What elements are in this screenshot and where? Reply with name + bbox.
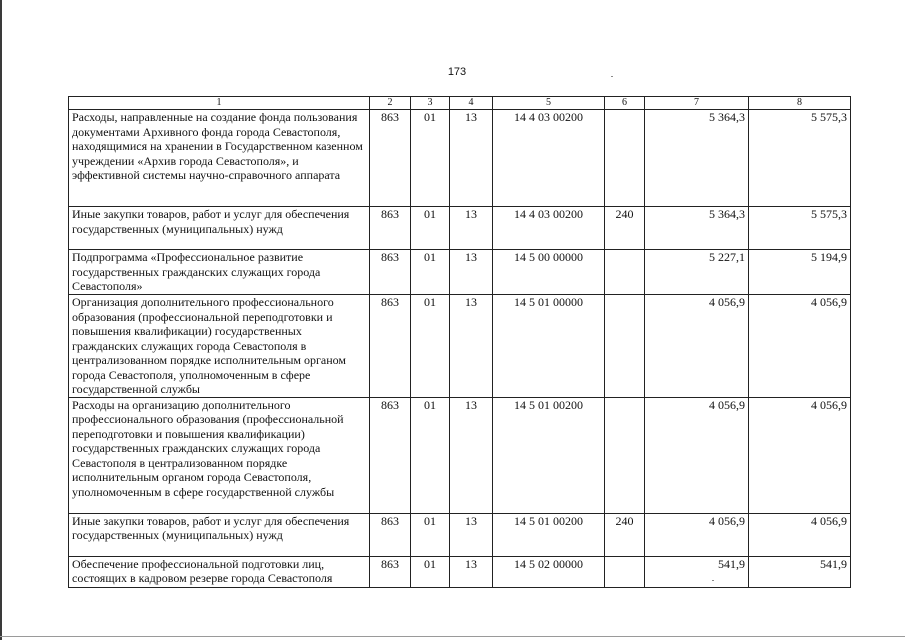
section-cell: 01 — [411, 295, 450, 398]
section-cell: 01 — [411, 250, 450, 295]
table-row — [69, 250, 851, 295]
row-name-cell: Расходы на организацию дополнительного профессионального образования (профессиональной переподготовки и повышения квалификации) государственных гражданских служащих города Севастополя в централизованном порядке исполнительным органом города Севастополя, уполномоченным в сфере государственной службы — [69, 397, 370, 513]
table-header-row — [69, 97, 851, 110]
amount-cell: 541,9 — [645, 556, 749, 587]
code-cell: 863 — [370, 250, 411, 295]
row-name-cell: Расходы, направленные на создание фонда пользования документами Архивного фонда города Севастополя, находящимися на хранении в Государственном казенном учреждении «Архив города Севастополя», и эффективной системы научно-справочного аппарата — [69, 110, 370, 207]
subsection-cell: 13 — [450, 250, 493, 295]
code-cell: 863 — [370, 513, 411, 556]
table-row — [69, 556, 851, 587]
expense-type-cell — [605, 397, 645, 513]
amount-cell: 5 364,3 — [645, 207, 749, 250]
subsection-cell: 13 — [450, 556, 493, 587]
row-name-cell: Организация дополнительного профессионального образования (профессиональной переподготовки и повышения квалификации) государственных гражданских служащих города Севастополя в централизованном порядке исполнительным органом города Севастополя, уполномоченным в сфере государственной службы — [69, 295, 370, 398]
expense-type-cell: 240 — [605, 207, 645, 250]
target-code-cell: 14 5 01 00200 — [493, 513, 605, 556]
amount-cell: 5 194,9 — [749, 250, 851, 295]
scan-left-edge — [0, 0, 2, 640]
subsection-cell: 13 — [450, 110, 493, 207]
target-code-cell: 14 5 00 00000 — [493, 250, 605, 295]
table-row — [69, 207, 851, 250]
column-header: 8 — [749, 97, 851, 110]
row-name-cell: Подпрограмма «Профессиональное развитие государственных гражданских служащих города Севастополя» — [69, 250, 370, 295]
column-header: 7 — [645, 97, 749, 110]
amount-cell: 5 575,3 — [749, 207, 851, 250]
row-name-cell: Иные закупки товаров, работ и услуг для обеспечения государственных (муниципальных) нужд — [69, 207, 370, 250]
table-row — [69, 513, 851, 556]
table-row — [69, 110, 851, 207]
table-row — [69, 397, 851, 513]
code-cell: 863 — [370, 556, 411, 587]
amount-cell: 4 056,9 — [645, 295, 749, 398]
target-code-cell: 14 5 01 00200 — [493, 397, 605, 513]
amount-cell: 4 056,9 — [749, 295, 851, 398]
column-header: 1 — [69, 97, 370, 110]
expense-type-cell — [605, 110, 645, 207]
section-cell: 01 — [411, 397, 450, 513]
section-cell: 01 — [411, 110, 450, 207]
section-cell: 01 — [411, 513, 450, 556]
table-body — [69, 97, 851, 588]
expense-type-cell — [605, 295, 645, 398]
amount-cell: 5 227,1 — [645, 250, 749, 295]
section-cell: 01 — [411, 556, 450, 587]
amount-cell: 5 364,3 — [645, 110, 749, 207]
amount-cell: 5 575,3 — [749, 110, 851, 207]
row-name-cell: Иные закупки товаров, работ и услуг для обеспечения государственных (муниципальных) нужд — [69, 513, 370, 556]
section-cell: 01 — [411, 207, 450, 250]
amount-cell: 4 056,9 — [645, 397, 749, 513]
target-code-cell: 14 5 01 00000 — [493, 295, 605, 398]
subsection-cell: 13 — [450, 207, 493, 250]
column-header: 2 — [370, 97, 411, 110]
amount-cell: 541,9 — [749, 556, 851, 587]
page-number: 173 — [447, 66, 467, 78]
subsection-cell: 13 — [450, 397, 493, 513]
code-cell: 863 — [370, 110, 411, 207]
target-code-cell: 14 4 03 00200 — [493, 207, 605, 250]
amount-cell: 4 056,9 — [749, 397, 851, 513]
target-code-cell: 14 4 03 00200 — [493, 110, 605, 207]
table-row — [69, 295, 851, 398]
code-cell: 863 — [370, 397, 411, 513]
expense-type-cell — [605, 250, 645, 295]
expense-type-cell — [605, 556, 645, 587]
column-header: 3 — [411, 97, 450, 110]
amount-cell: 4 056,9 — [645, 513, 749, 556]
target-code-cell: 14 5 02 00000 — [493, 556, 605, 587]
budget-table — [68, 96, 851, 588]
row-name-cell: Обеспечение профессиональной подготовки лиц, состоящих в кадровом резерве города Севастополя — [69, 556, 370, 587]
scan-speck — [611, 76, 613, 77]
code-cell: 863 — [370, 207, 411, 250]
column-header: 6 — [605, 97, 645, 110]
expense-type-cell: 240 — [605, 513, 645, 556]
scan-bottom-edge — [0, 636, 905, 637]
amount-cell: 4 056,9 — [749, 513, 851, 556]
code-cell: 863 — [370, 295, 411, 398]
subsection-cell: 13 — [450, 295, 493, 398]
column-header: 5 — [493, 97, 605, 110]
subsection-cell: 13 — [450, 513, 493, 556]
column-header: 4 — [450, 97, 493, 110]
